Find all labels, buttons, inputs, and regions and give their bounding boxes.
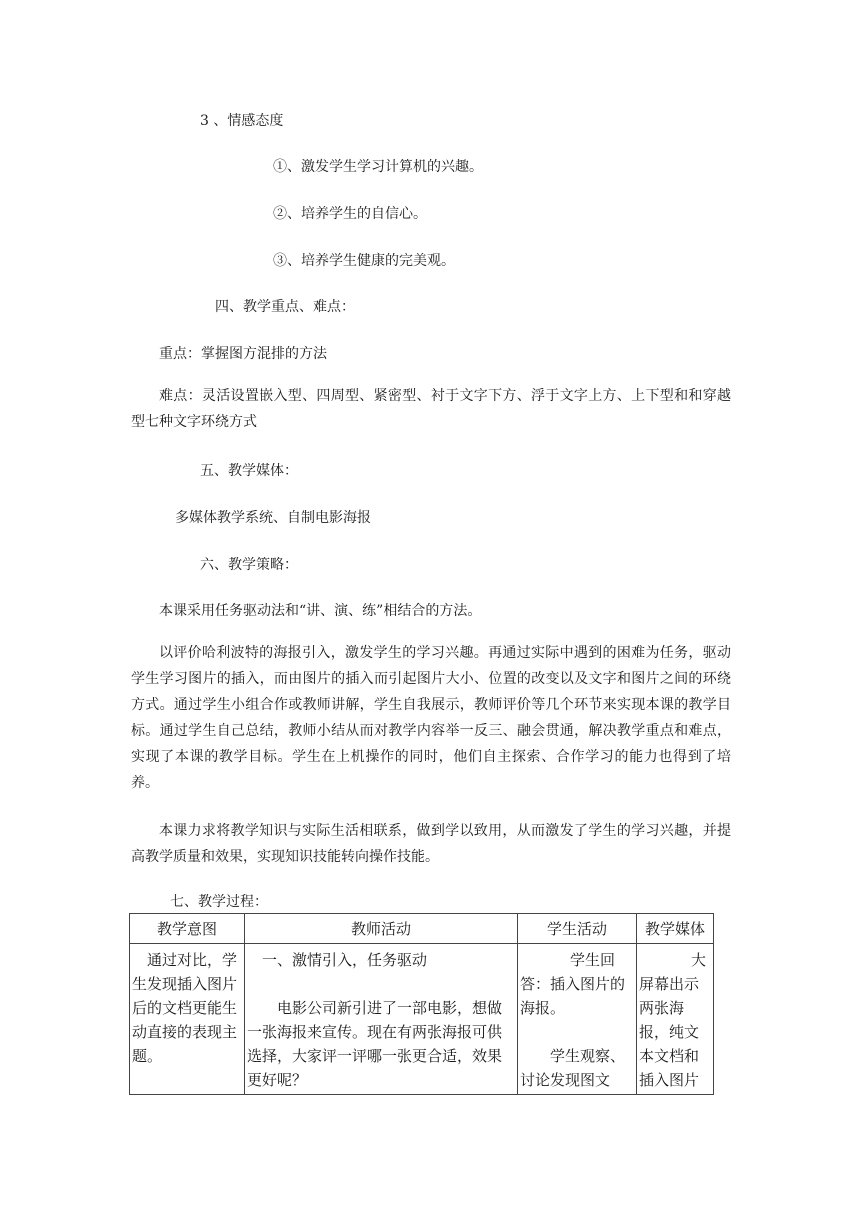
intent-text: 通过对比，学生发现插入图片后的文档更能生动直接的表现主题。 [132,951,238,1065]
teacher-heading: 一、激情引入，任务驱动 [262,951,428,969]
table-header-row [130,914,714,944]
header-teacher-activity: 教师活动 [245,914,518,944]
difficulty-paragraph: 难点：灵活设置嵌入型、四周型、紧密型、衬于文字下方、浮于文字上方、上下型和和穿越型七种文字环绕方式 [131,388,731,430]
student-text-2: 学生观察、讨论发现图文 [520,1047,626,1089]
student-text-1: 学生回答：插入图片的海报。 [520,951,626,1017]
media-text: 大屏幕出示两张海报，纯文本文档和插入图片 [639,951,707,1089]
table-row [130,944,714,1095]
teacher-text: 电影公司新引进了一部电影，想做一张海报来宣传。现在有两张海报可供选择，大家评一评哪一张更合适，效果更好呢？ [247,999,503,1089]
header-student-activity: 学生活动 [518,914,637,944]
section-key-title: 四、教学重点、难点： [215,299,355,315]
section-strategy-title: 六、教学策略： [200,557,298,573]
emotion-item: ③、培养学生健康的完美观。 [273,253,455,269]
cell-teacher-activity [245,944,518,1095]
section-process-title: 七、教学过程： [170,894,268,910]
cell-intent [130,944,245,1095]
emotion-item: ②、培养学生的自信心。 [273,206,427,222]
strategy-paragraph-2: 本课力求将教学知识与实际生活相联系，做到学以致用，从而激发了学生的学习兴趣，并提高教学质量和效果，实现知识技能转向操作技能。 [131,823,731,865]
header-media: 教学媒体 [637,914,714,944]
key-point: 重点：掌握图方混排的方法 [159,346,327,362]
section-media-title: 五、教学媒体： [200,463,298,479]
media-content: 多媒体教学系统、自制电影海报 [175,510,371,526]
teaching-process-table [129,913,714,1095]
section-emotion-title: 3 、情感态度 [200,113,284,129]
strategy-paragraph-1: 以评价哈利波特的海报引入，激发学生的学习兴趣。再通过实际中遇到的困难为任务，驱动学生学习图片的插入，而由图片的插入而引起图片大小、位置的改变以及文字和图片之间的环绕方式。通过学生小组合作或教师讲解，学生自我展示，教师评价等几个环节来实现本课的教学目标。通过学生自己总结，教师小结从而对教学内容举一反三、融会贯通，解决教学重点和难点，实现了本课的教学目标。学生在上机操作的同时，他们自主探索、合作学习的能力也得到了培养。 [131,645,731,791]
cell-media [637,944,714,1095]
cell-student-activity [518,944,637,1095]
header-intent: 教学意图 [130,914,245,944]
strategy-intro: 本课采用任务驱动法和“讲、演、练”相结合的方法。 [159,603,482,619]
emotion-item: ①、激发学生学习计算机的兴趣。 [273,159,483,175]
